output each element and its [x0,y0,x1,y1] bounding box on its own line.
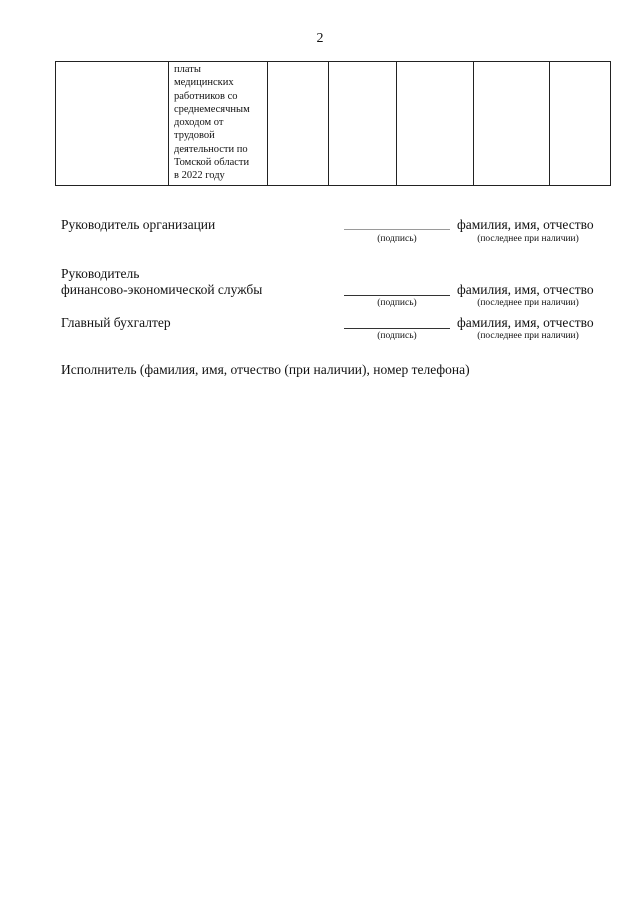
cell-text-line: платы [174,64,201,75]
signature-line [344,328,450,329]
signatory-name-placeholder: фамилия, имя, отчество [457,282,594,297]
signatory-title-head: Руководитель организации [61,217,216,232]
signature-line [344,295,450,296]
table-cell-empty [268,62,329,186]
cell-text-line: среднемесячным [174,103,250,115]
table-cell-indicator [169,62,268,186]
signature-caption: (подпись) [377,331,417,341]
page-number: 2 [316,31,324,46]
signature-caption: (подпись) [377,234,417,244]
table-cell-empty [329,62,397,186]
signature-caption: (подпись) [377,298,417,308]
name-caption: (последнее при наличии) [477,298,579,308]
signatory-title-finance-line1: Руководитель [61,266,140,281]
signatory-title-finance-line2: финансово-экономической службы [61,282,263,297]
cell-text-line: Томской области [174,157,250,169]
table-cell-empty [550,62,611,186]
signatory-name-placeholder: фамилия, имя, отчество [457,315,594,330]
cell-text-line: медицинских [174,77,234,89]
cell-text-line: работников со [174,90,238,102]
table-cell-empty [474,62,550,186]
cell-text-line: в 2022 году [174,170,225,182]
signatory-name-placeholder: фамилия, имя, отчество [457,217,594,232]
continuation-table [55,61,611,186]
name-caption: (последнее при наличии) [477,331,579,341]
table-cell-empty [56,62,169,186]
cell-text-line: деятельности по [174,143,248,155]
table-cell-empty [397,62,474,186]
name-caption: (последнее при наличии) [477,234,579,244]
cell-text-line: доходом от [174,117,224,129]
executor-line: Исполнитель (фамилия, имя, отчество (при наличии), номер телефона) [61,362,470,377]
table-row [56,62,611,186]
signature-line [344,229,450,230]
signatory-title-accountant: Главный бухгалтер [61,315,171,330]
cell-text-line: трудовой [174,130,215,142]
